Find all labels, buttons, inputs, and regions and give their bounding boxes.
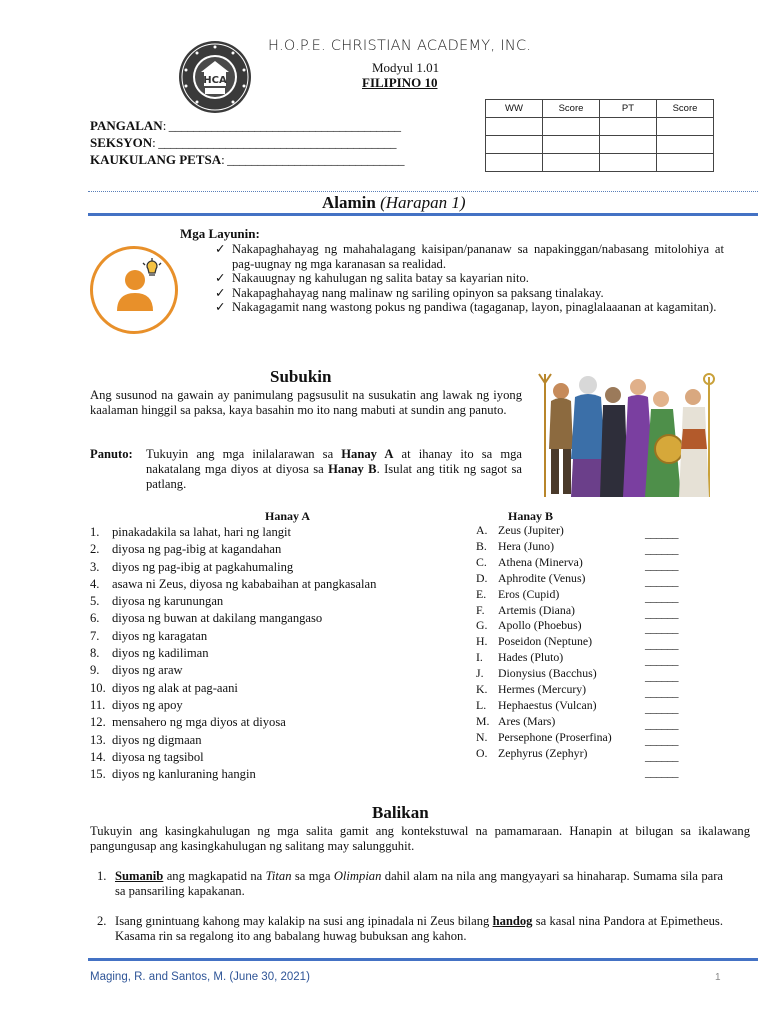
item-letter: B.	[476, 538, 487, 553]
item-letter: O.	[476, 745, 488, 760]
hanay-a-title: Hanay A	[265, 509, 311, 523]
hanay-a-item: 4. asawa ni Zeus, diyosa ng kababaihan at pangkasalan	[90, 576, 376, 593]
deity-name: Persephone (Proserfina)	[498, 729, 612, 744]
deity-name: Hera (Juno)	[498, 538, 555, 553]
score-cell[interactable]	[600, 154, 657, 172]
item-number: 9.	[90, 663, 100, 678]
score-cell[interactable]	[657, 118, 714, 136]
hanay-b-item	[476, 666, 612, 682]
hanay-b-item	[476, 618, 612, 634]
deity-name: Artemis (Diana)	[498, 602, 575, 617]
score-header-score-2: Score	[657, 100, 714, 118]
deity-name: Athena (Minerva)	[498, 554, 583, 569]
answer-blank[interactable]: ______	[645, 557, 678, 572]
item-letter: A.	[476, 523, 488, 537]
panuto-text: Tukuyin ang mga inilalarawan sa Hanay A at ihanay ito sa mga nakatalang mga diyos at diyosa sa Hanay B. Isulat ang titik ng sagot sa patlang.	[146, 447, 523, 491]
idea-person-icon	[90, 246, 178, 334]
subukin-title: Subukin	[270, 367, 332, 386]
header-divider	[88, 191, 758, 192]
item-letter: E.	[476, 586, 487, 601]
hanay-b-item	[476, 634, 612, 650]
deity-name: Ares (Mars)	[498, 713, 556, 728]
objective-item: ✓ Nakauugnay ng kahulugan ng salita batay sa kayarian nito.	[215, 271, 529, 286]
question-number: 2.	[97, 914, 107, 928]
hanay-b-item	[476, 603, 612, 619]
deity-name: Eros (Cupid)	[498, 586, 560, 601]
objectives-list	[212, 242, 724, 315]
item-number: 12.	[90, 715, 106, 730]
hanay-b-list	[476, 523, 612, 762]
answer-blanks[interactable]	[645, 526, 678, 781]
hanay-b-item	[476, 650, 612, 666]
section-field-label: SEKSYON	[90, 135, 153, 150]
item-number: 10.	[90, 680, 106, 695]
section-field-line: : _______________________________________	[152, 135, 397, 150]
hanay-a-item: 8. diyos ng kadiliman	[90, 645, 376, 662]
question-number: 1.	[97, 869, 107, 883]
deity-name: Poseidon (Neptune)	[498, 634, 593, 649]
hanay-b-item	[476, 587, 612, 603]
name-field-label: PANGALAN	[90, 118, 163, 133]
hanay-a-item: 10. diyos ng alak at pag-aani	[90, 680, 376, 697]
score-header-ww: WW	[486, 100, 543, 118]
score-cell[interactable]	[600, 136, 657, 154]
item-letter: G.	[476, 618, 488, 633]
deity-name: Hermes (Mercury)	[498, 682, 587, 697]
item-number: 14.	[90, 749, 106, 764]
subject-title: FILIPINO 10	[362, 75, 438, 90]
underlined-word: Sumanib	[115, 869, 164, 883]
item-letter: F.	[476, 602, 485, 617]
answer-blank[interactable]: ______	[645, 653, 678, 668]
question-2: Isang gınintuang kahong may kalakip na susi ang ipinadala ni Zeus bilang handog sa kasal nina Pandora at Epimetheus. Kasama rin sa regalong ito ang babalang huwag bubuksan ang kahon.	[115, 914, 723, 943]
hanay-b-item	[476, 698, 612, 714]
deity-name: Hephaestus (Vulcan)	[498, 697, 597, 712]
score-cell[interactable]	[657, 136, 714, 154]
answer-blank[interactable]: ______	[645, 605, 678, 620]
hanay-a-item: 6. diyosa ng buwan at dakilang mangangaso	[90, 610, 376, 627]
alamin-subtitle: (Harapan 1)	[380, 193, 466, 212]
score-cell[interactable]	[543, 118, 600, 136]
page-number: 1	[715, 972, 721, 983]
objective-item: ✓ Nakagagamit nang wastong pokus ng pandiwa (tagaganap, layon, pinaglalaaanan at kagamitan).	[215, 300, 717, 315]
item-number: 1.	[90, 525, 100, 539]
alamin-title	[322, 193, 466, 213]
hanay-a-item: 5. diyosa ng karunungan	[90, 593, 376, 610]
underlined-word: handog	[492, 914, 533, 928]
hanay-a-list	[90, 524, 376, 783]
score-header-score-1: Score	[543, 100, 600, 118]
score-cell[interactable]	[600, 118, 657, 136]
hanay-a-item: 1. pinakadakila sa lahat, hari ng langit	[90, 524, 376, 541]
section-field[interactable]	[90, 135, 396, 151]
answer-blank[interactable]: ______	[645, 589, 678, 604]
answer-blank[interactable]: ______	[645, 748, 678, 763]
deity-name: Apollo (Phoebus)	[498, 618, 582, 633]
hanay-a-item: 7. diyos ng karagatan	[90, 628, 376, 645]
score-cell[interactable]	[543, 136, 600, 154]
module-number: Modyul 1.01	[372, 60, 440, 75]
alamin-heading: Alamin	[322, 193, 376, 212]
date-field-label: KAUKULANG PETSA	[90, 152, 222, 167]
hanay-b-item	[476, 571, 612, 587]
score-table	[485, 99, 714, 172]
item-letter: J.	[476, 666, 484, 681]
hanay-a-item: 2. diyosa ng pag-ibig at kagandahan	[90, 541, 376, 558]
deity-name: Zeus (Jupiter)	[498, 523, 564, 537]
checkmark-icon: ✓	[215, 271, 226, 286]
name-field-line: : ______________________________________	[162, 118, 401, 133]
hanay-a-item: 3. diyos ng pag-ibig at pagkahumaling	[90, 559, 376, 576]
item-number: 2.	[90, 542, 100, 557]
hanay-b-title: Hanay B	[508, 509, 554, 523]
hanay-b-item	[476, 682, 612, 698]
hanay-b-item	[476, 555, 612, 571]
hanay-a-item: 13. diyos ng digmaan	[90, 732, 376, 749]
score-cell[interactable]	[486, 136, 543, 154]
score-cell[interactable]	[543, 154, 600, 172]
score-cell[interactable]	[657, 154, 714, 172]
panuto-label: Panuto:	[90, 447, 133, 461]
answer-blank[interactable]: ______	[645, 764, 678, 779]
balikan-intro: Tukuyin ang kasingkahulugan ng mga salita gamit ang kontekstuwal na pamamaraan. Hanapin at bilugan sa ikalawang pangungusap ang kasingkahulugan ng salitang may salungguhit.	[90, 824, 750, 853]
greek-gods-illustration	[533, 369, 719, 500]
answer-blank[interactable]: ______	[645, 541, 678, 556]
hanay-a-item: 15. diyos ng kanluraning hangin	[90, 766, 376, 783]
hanay-b-item	[476, 730, 612, 746]
school-logo	[178, 40, 252, 114]
deity-name: Zephyrus (Zephyr)	[498, 745, 588, 760]
answer-blank[interactable]: ______	[645, 732, 678, 747]
deity-name: Dionysius (Bacchus)	[498, 666, 597, 681]
name-field[interactable]	[90, 118, 401, 134]
item-letter: D.	[476, 570, 488, 585]
date-field-line: : _____________________________	[221, 152, 405, 167]
answer-blank[interactable]: ______	[645, 621, 678, 636]
alamin-rule	[88, 213, 758, 216]
item-number: 8.	[90, 646, 100, 661]
item-number: 6.	[90, 611, 100, 626]
checkmark-icon: ✓	[215, 242, 226, 256]
answer-blank[interactable]: ______	[645, 685, 678, 700]
item-number: 4.	[90, 576, 100, 591]
answer-blank[interactable]: ______	[645, 573, 678, 588]
hanay-a-item: 12. mensahero ng mga diyos at diyosa	[90, 714, 376, 731]
answer-blank[interactable]: ______	[645, 716, 678, 731]
deity-name: Hades (Pluto)	[498, 650, 564, 665]
answer-blank[interactable]: ______	[645, 700, 678, 715]
hanay-b-item	[476, 539, 612, 555]
answer-blank[interactable]: ______	[645, 669, 678, 684]
date-field[interactable]	[90, 152, 404, 168]
score-cell[interactable]	[486, 154, 543, 172]
footer-rule	[88, 958, 758, 961]
item-letter: K.	[476, 682, 488, 697]
footer-citation: Maging, R. and Santos, M. (June 30, 2021)	[90, 971, 310, 983]
hanay-b-item	[476, 746, 612, 762]
item-number: 5.	[90, 594, 100, 609]
item-number: 11.	[90, 697, 106, 712]
objective-item: ✓ Nakapaghahayag ng mahahalagang kaisipan/pananaw sa napakinggan/nabasang mitolohiya at pag-uugnay ng mga karanasan sa realidad.	[215, 242, 724, 271]
item-letter: N.	[476, 729, 488, 744]
item-letter: C.	[476, 554, 487, 569]
answer-blank[interactable]: ______	[645, 526, 678, 540]
hanay-a-item: 9. diyos ng araw	[90, 662, 376, 679]
objectives-title: Mga Layunin:	[180, 226, 260, 241]
subukin-intro: Ang susunod na gawain ay panimulang pagsusulit na susukatin ang lawak ng iyong kaalaman hinggil sa paksa, kaya basahin mo ito nang mabuti at sundin ang panuto.	[90, 388, 522, 417]
deity-name: Aphrodite (Venus)	[498, 570, 586, 585]
svg-text:HCA: HCA	[203, 75, 227, 86]
checkmark-icon: ✓	[215, 300, 226, 315]
item-letter: H.	[476, 634, 488, 649]
school-name: H.O.P.E. CHRISTIAN ACADEMY, INC.	[268, 38, 532, 54]
hanay-b-item	[476, 523, 612, 539]
item-letter: L.	[476, 697, 487, 712]
item-number: 7.	[90, 628, 100, 643]
hanay-a-item: 14. diyosa ng tagsibol	[90, 749, 376, 766]
hanay-b-item	[476, 714, 612, 730]
hanay-a-item: 11. diyos ng apoy	[90, 697, 376, 714]
score-header-pt: PT	[600, 100, 657, 118]
item-number: 15.	[90, 767, 106, 782]
balikan-title: Balikan	[372, 803, 429, 822]
question-1: Sumanib ang magkapatid na Titan sa mga Olimpian dahil alam na nila ang mangyayari sa hinaharap. Sumama sila para sa pansariling kapakanan.	[115, 869, 724, 898]
checkmark-icon: ✓	[215, 285, 226, 300]
item-number: 3.	[90, 559, 100, 574]
item-number: 13.	[90, 732, 106, 747]
answer-blank[interactable]: ______	[645, 637, 678, 652]
item-letter: M.	[476, 713, 490, 728]
score-cell[interactable]	[486, 118, 543, 136]
item-letter: I.	[476, 650, 483, 665]
objective-item: ✓ Nakapaghahayag nang malinaw ng sariling opinyon sa paksang tinalakay.	[215, 285, 604, 300]
